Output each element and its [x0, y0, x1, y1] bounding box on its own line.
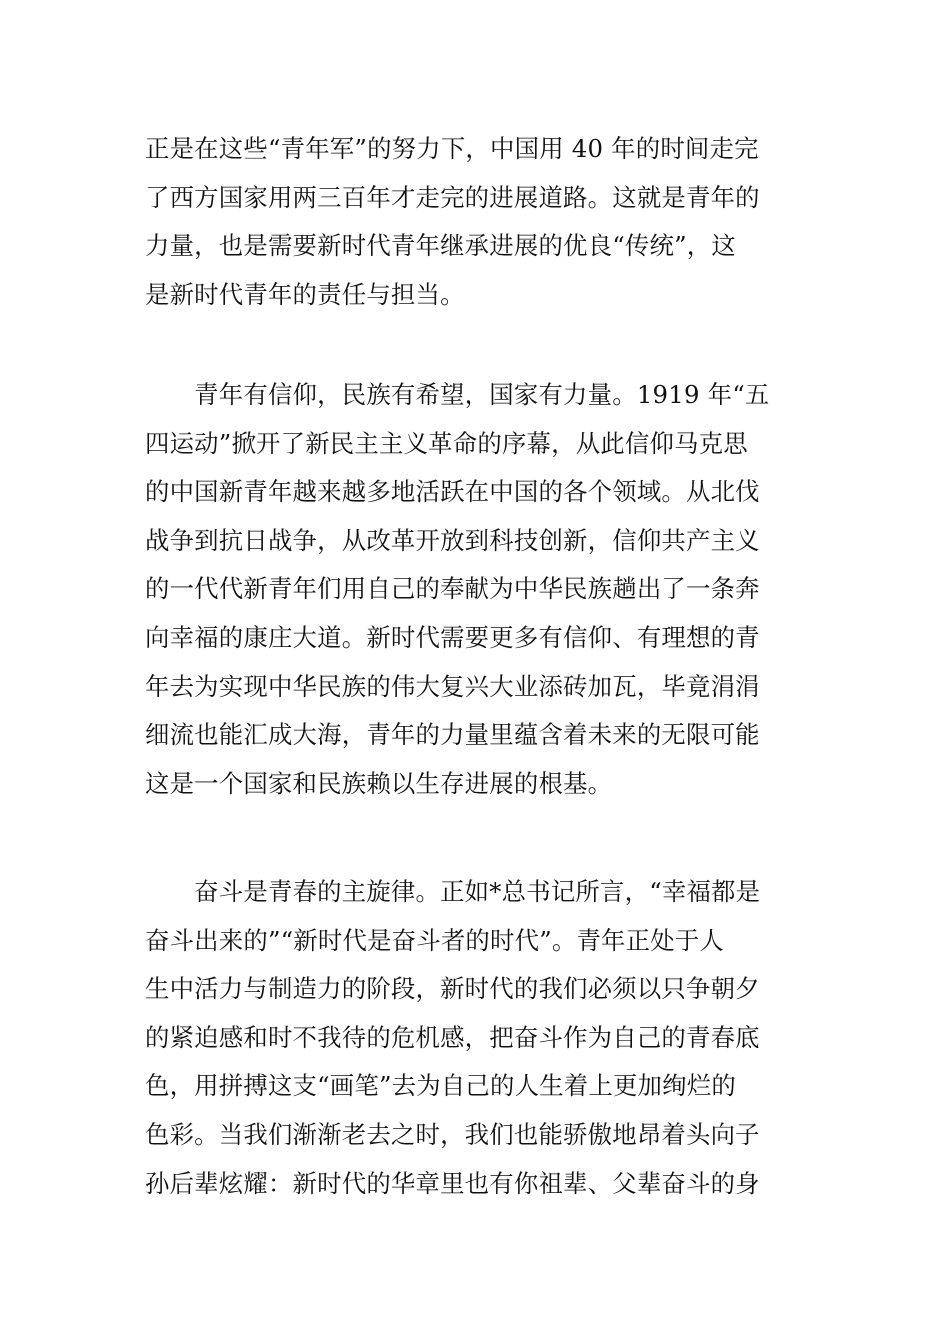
paragraph-struggle: 奋斗是青春的主旋律。正如*总书记所言，“幸福都是 奋斗出来的”“新时代是奋斗者的时代”。青年正处于人 生中活力与制造力的阶段，新时代的我们必须以只争朝夕 的紧迫感和时不我待的危机感，把奋斗作为自己的青春底 色，用拼搏这支“画笔”去为自己的人生着上更加绚烂的 色彩。当我们渐渐老去之时，我们也能骄傲地昂着头向子 孙后辈炫耀：新时代的华章里也有你祖辈、父辈奋斗的身	[145, 877, 761, 1198]
paragraph-youth-faith: 青年有信仰，民族有希望，国家有力量。1919 年“五 四运动”掀开了新民主主义革命的序幕，从此信仰马克思 的中国新青年越来越多地活跃在中国的各个领域。从北伐 战争到抗日战争，从改革开放到科技创新，信仰共产主义 的一代代新青年们用自己的奉献为中华民族趟出了一条奔 向幸福的康庄大道。新时代需要更多有信仰、有理想的青 年去为实现中华民族的伟大复兴大业添砖加瓦，毕竟涓涓 细流也能汇成大海，青年的力量里蕴含着未来的无限可能 这是一个国家和民族赖以生存进展的根基。	[145, 380, 770, 798]
paragraph-youth-army: 正是在这些“青年军”的努力下，中国用 40 年的时间走完 了西方国家用两三百年才走完的进展道路。这就是青年的 力量，也是需要新时代青年继承进展的优良“传统”，这 是新时代青年的责任与担当。	[145, 134, 760, 309]
